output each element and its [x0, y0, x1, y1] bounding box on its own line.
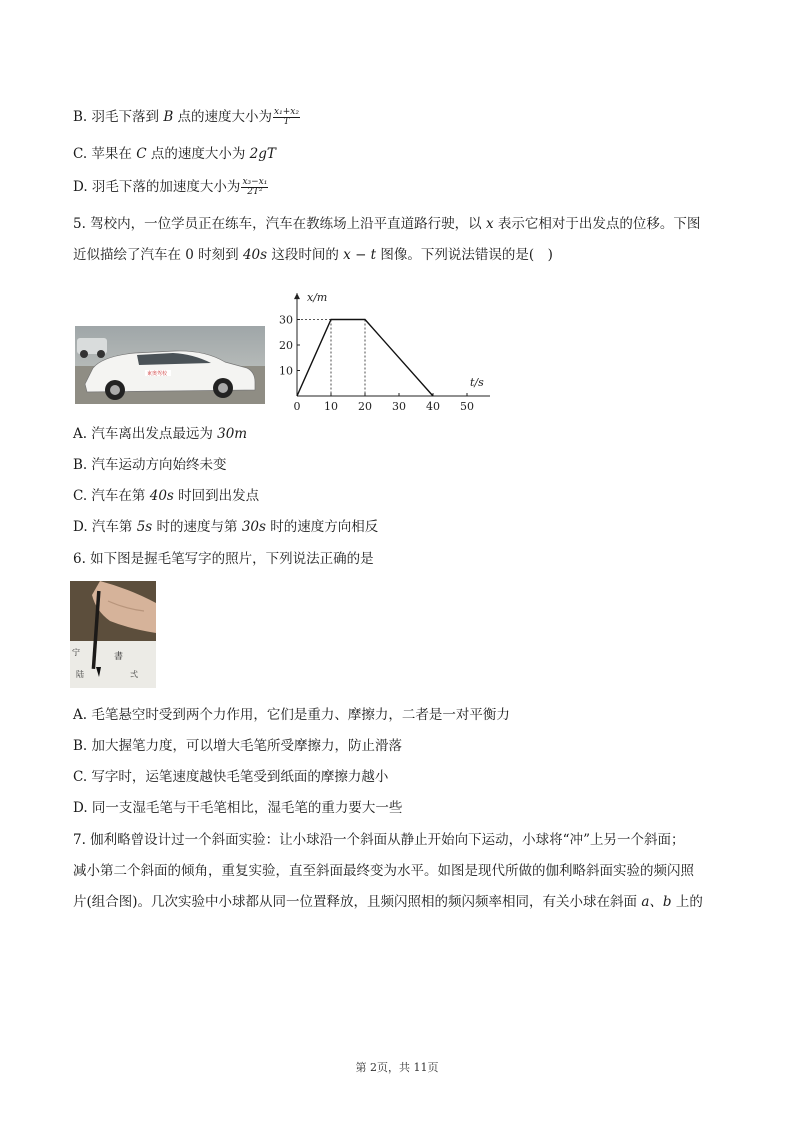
- q5-stem-line1: [73, 215, 700, 233]
- q4-option-b: [73, 108, 300, 127]
- q7-line1-text: 7. 伽利略曾设计过一个斜面实验：让小球沿一个斜面从静止开始向下运动，小球将“冲”上另一个斜面；: [73, 832, 685, 848]
- x-tick-label: 40: [426, 400, 440, 413]
- q5-option-c: [73, 487, 259, 505]
- q5-stem1-var: x: [485, 216, 494, 232]
- q5-option-a: [73, 425, 247, 443]
- q5-optd-val: 5s: [136, 519, 153, 535]
- x-tick-label: 30: [392, 400, 406, 413]
- q5-optd-mid: 时的速度与第: [152, 519, 242, 535]
- q5-option-d: [73, 518, 378, 536]
- x-tick-label: 50: [460, 400, 474, 413]
- fraction-denominator: 2T²: [247, 187, 263, 197]
- q7-line3-b: 上的: [675, 894, 703, 910]
- q5-stem2-val: 40s: [242, 247, 268, 263]
- svg-text:弍: 弍: [130, 670, 138, 679]
- q4-optb-var: B: [163, 109, 174, 125]
- q6-optb: B. 加大握笔力度，可以增大毛笔所受摩擦力，防止滑落: [73, 738, 403, 754]
- q4-optb-fraction: [273, 108, 300, 127]
- q5-opta-text: A. 汽车离出发点最远为: [73, 426, 218, 442]
- q5-stem2-expr: x − t: [343, 247, 377, 263]
- y-axis-arrow: [294, 293, 300, 299]
- q5-stem1: 5. 驾校内，一位学员正在练车，汽车在教练场上沿平直道路行驶，以: [73, 216, 482, 232]
- y-tick-label: 10: [279, 364, 293, 378]
- q5-optd-text: D. 汽车第: [73, 519, 137, 535]
- q6-option-c: [73, 768, 388, 786]
- q5-optc-post: 时回到出发点: [173, 488, 260, 504]
- q4-optd-text: D. 羽毛下落的加速度大小为: [73, 179, 241, 195]
- q6-stem-text: 6. 如下图是握毛笔写字的照片，下列说法正确的是: [73, 551, 374, 567]
- car-photo: [75, 326, 265, 404]
- q7-line1: [73, 831, 684, 849]
- y-axis-label: x/m: [307, 291, 328, 305]
- q4-optb-text: B. 羽毛下落到: [73, 109, 160, 125]
- q6-optd: D. 同一支湿毛笔与干毛笔相比，湿毛笔的重力要大一些: [73, 800, 403, 816]
- q5-stem2-a: 近似描绘了汽车在 0 时刻到: [73, 247, 239, 263]
- brush-photo: [70, 581, 156, 688]
- q7-line2: [73, 862, 694, 880]
- car-decal-text: 東奥驾校: [147, 371, 168, 377]
- q4-option-c: [73, 145, 276, 163]
- q4-optb-mid: 点的速度大小为: [173, 109, 273, 125]
- x-axis-label: t/s: [470, 376, 484, 389]
- q6-optc: C. 写字时，运笔速度越快毛笔受到纸面的摩擦力越小: [73, 769, 389, 785]
- q5-stem2-c: 图像。下列说法错误的是( ): [380, 247, 553, 263]
- q5-optc-text: C. 汽车在第: [73, 488, 150, 504]
- svg-text:宁: 宁: [72, 648, 80, 657]
- x-t-graph: [270, 275, 490, 415]
- q5-option-b: [73, 456, 227, 474]
- y-tick-label: 30: [279, 313, 293, 327]
- q7-line3-a: 片(组合图)。几次实验中小球都从同一位置释放，且频闪照相的频闪频率相同，有关小球在斜面: [73, 894, 638, 910]
- q7-line2-text: 减小第二个斜面的倾角，重复实验，直至斜面最终变为水平。如图是现代所做的伽利略斜面实验的频闪照: [73, 863, 694, 879]
- fraction-numerator: x₃−x₁: [242, 177, 268, 187]
- q4-optc-var: C: [136, 146, 147, 162]
- x-tick-label: 0: [293, 400, 301, 413]
- q4-optc-text: C. 苹果在: [73, 146, 132, 162]
- q4-option-d: [73, 178, 268, 197]
- fraction-numerator: x₁+x₂: [274, 107, 299, 117]
- q7-line3-vars: a、b: [641, 894, 672, 910]
- q5-optb-text: B. 汽车运动方向始终未变: [73, 457, 227, 473]
- q5-stem2-b: 这段时间的: [271, 247, 339, 263]
- q5-stem1-tail: 表示它相对于出发点的位移。下图: [497, 216, 701, 232]
- x-tick-label: 10: [324, 400, 338, 413]
- q6-option-b: [73, 737, 402, 755]
- q6-opta: A. 毛笔悬空时受到两个力作用，它们是重力、摩擦力，二者是一对平衡力: [73, 707, 510, 723]
- svg-text:書: 書: [114, 652, 124, 662]
- q5-stem-line2: [73, 246, 553, 264]
- svg-text:陆: 陆: [76, 670, 84, 679]
- q6-option-d: [73, 799, 402, 817]
- q5-opta-val: 30m: [217, 426, 248, 442]
- q6-option-a: [73, 706, 510, 724]
- q5-optd-val2: 30s: [241, 519, 266, 535]
- q4-optc-val: 2gT: [249, 146, 276, 162]
- x-tick-label: 20: [358, 400, 372, 413]
- y-tick-label: 20: [279, 339, 293, 352]
- q6-stem: [73, 550, 374, 568]
- q4-optd-fraction: [241, 178, 268, 197]
- page-footer: 第 2页，共 11页: [355, 1061, 439, 1074]
- q5-optc-val: 40s: [149, 488, 174, 504]
- q4-optc-mid: 点的速度大小为: [146, 146, 250, 162]
- q5-optd-post: 时的速度方向相反: [265, 519, 379, 535]
- q7-line3: [73, 893, 703, 911]
- fraction-denominator: T: [283, 117, 290, 127]
